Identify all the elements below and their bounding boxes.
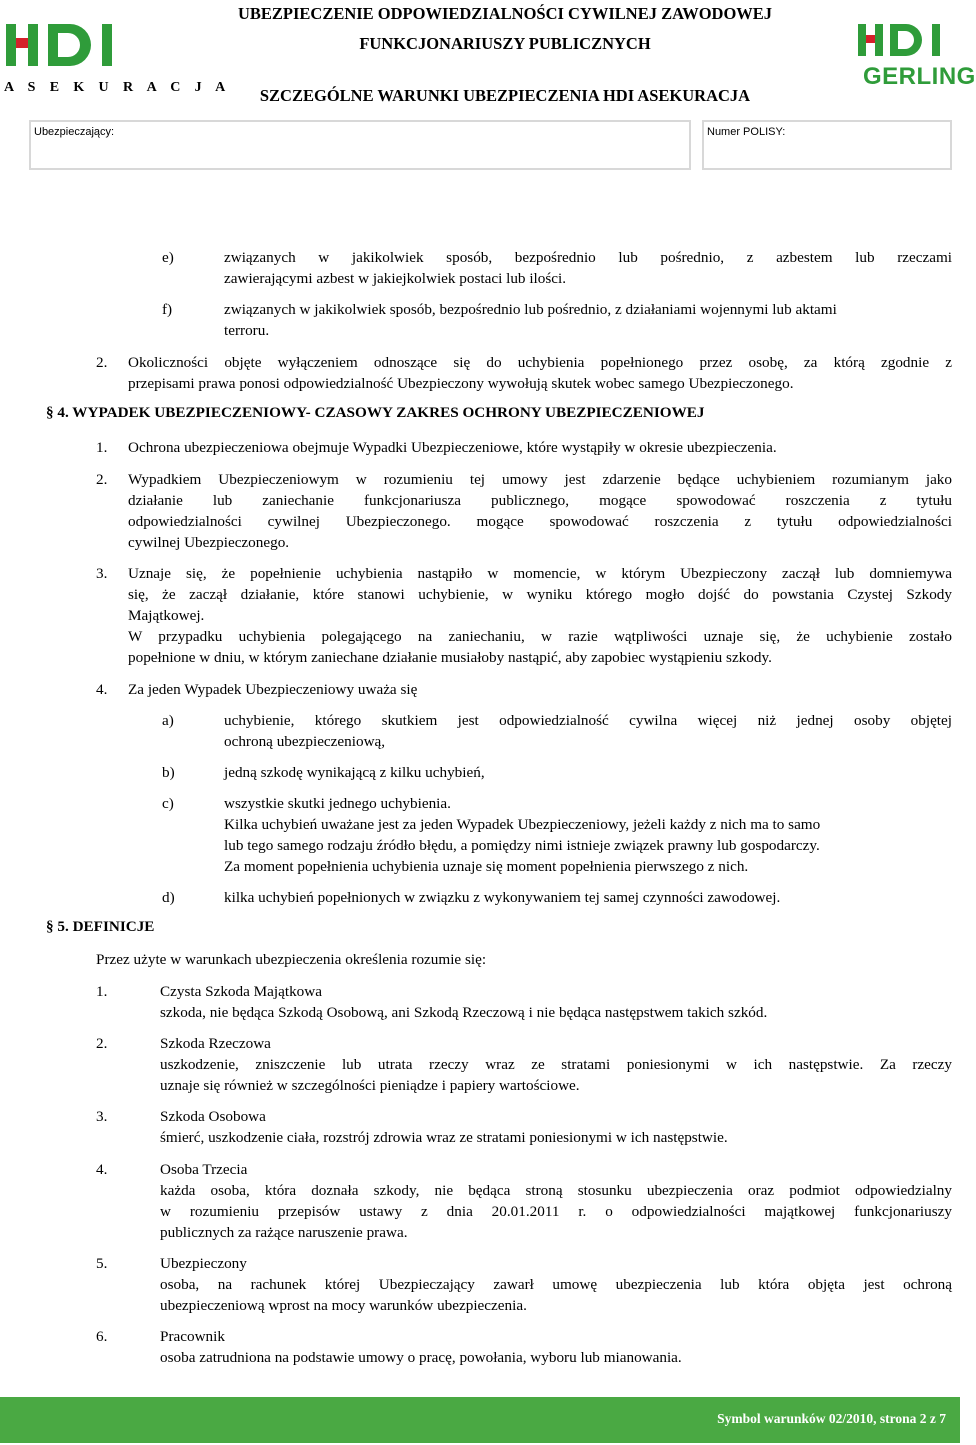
list-number: 3. <box>96 565 108 582</box>
list-number: 4. <box>96 1161 108 1178</box>
paragraph-line: uchybienie, którego skutkiem jest odpowiedzialność cywilna więcej niż jednej osoby objętej <box>224 712 952 729</box>
definition-text: szkoda, nie będąca Szkodą Osobową, ani Szkodą Rzeczową i nie będąca następstwem takich szkód. <box>160 1004 768 1021</box>
insurer-label: Ubezpieczający: <box>34 126 115 138</box>
document-title-line-2: FUNKCJONARIUSZY PUBLICZNYCH <box>359 34 651 53</box>
list-marker: c) <box>162 795 174 812</box>
definition-text: uszkodzenie, zniszczenie lub utrata rzeczy wraz ze stratami poniesionymi w ich następstwie. Za rzeczy <box>160 1056 952 1073</box>
paragraph-line: W przypadku uchybienia polegającego na zaniechaniu, w razie wątpliwości uznaje się, że uchybienie zostało <box>128 628 952 645</box>
paragraph-line: ochroną ubezpieczeniową, <box>224 733 386 750</box>
definition-text: w rozumieniu przepisów ustawy z dnia 20.01.2011 r. o odpowiedzialności majątkowej funkcjonariuszy <box>160 1203 952 1220</box>
list-number: 6. <box>96 1328 108 1345</box>
paragraph-line: Kilka uchybień uważane jest za jeden Wypadek Ubezpieczeniowy, jeżeli każdy z nich ma to samo <box>224 816 821 833</box>
paragraph-line: przepisami prawa ponosi odpowiedzialność Ubezpieczony wywołują skutek wobec samego Ubezpieczonego. <box>128 375 794 392</box>
definition-text: osoba zatrudniona na podstawie umowy o pracę, powołania, wyboru lub mianowania. <box>160 1349 682 1366</box>
paragraph-line: Wypadkiem Ubezpieczeniowym w rozumieniu tej umowy jest zdarzenie będące uchybieniem rozumianym jako <box>128 471 952 488</box>
policy-number-label: Numer POLISY: <box>707 126 786 138</box>
definition-term: Pracownik <box>160 1328 225 1345</box>
list-number: 4. <box>96 681 108 698</box>
definition-text: uznaje się również w szczególności pieniądze i papiery wartościowe. <box>160 1077 580 1094</box>
hdi-logo-right <box>858 20 954 60</box>
list-marker: b) <box>162 764 175 781</box>
document-subtitle: SZCZEGÓLNE WARUNKI UBEZPIECZENIA HDI ASEKURACJA <box>259 86 751 105</box>
paragraph-line: związanych w jakikolwiek sposób, bezpośrednio lub pośrednio, z azbestem lub rzeczami <box>224 249 952 266</box>
definition-term: Szkoda Rzeczowa <box>160 1035 271 1052</box>
definition-text: śmierć, uszkodzenie ciała, rozstrój zdrowia wraz ze stratami poniesionymi w ich następstwie. <box>160 1129 728 1146</box>
definition-text: każda osoba, która doznała szkody, nie będąca stroną stosunku ubezpieczenia oraz podmiot odpowiedzialny <box>160 1182 952 1199</box>
paragraph-line: odpowiedzialności cywilnej Ubezpieczonego. mogące spowodować roszczenia z tytułu odpowiedzialności <box>128 513 952 530</box>
definition-text: publicznych za rażące naruszenie prawa. <box>160 1224 408 1241</box>
paragraph-line: Majątkowej. <box>128 607 205 624</box>
list-marker: e) <box>162 249 174 266</box>
list-number: 3. <box>96 1108 108 1125</box>
paragraph-line: cywilnej Ubezpieczonego. <box>128 534 290 551</box>
paragraph-line: wszystkie skutki jednego uchybienia. <box>224 795 451 812</box>
definition-text: osoba, na rachunek której Ubezpieczający zawarł umowę ubezpieczenia lub która objęta jest ochroną <box>160 1276 952 1293</box>
list-number: 2. <box>96 1035 108 1052</box>
footer-page-info: Symbol warunków 02/2010, strona 2 z 7 <box>717 1411 946 1426</box>
paragraph-line: terroru. <box>224 322 270 339</box>
list-number: 1. <box>96 983 108 1000</box>
paragraph-line: Uznaje się, że popełnienie uchybienia nastąpiło w momencie, w którym Ubezpieczony zaczął lub domniemywa <box>128 565 952 582</box>
document-title-line-1: UBEZPIECZENIE ODPOWIEDZIALNOŚCI CYWILNEJ ZAWODOWEJ <box>237 4 773 23</box>
list-number: 2. <box>96 354 108 371</box>
paragraph-line: jedną szkodę wynikającą z kilku uchybień, <box>224 764 485 781</box>
paragraph-line: zawierającymi azbest w jakiejkolwiek postaci lub ilości. <box>224 270 567 287</box>
paragraph-line: Za jeden Wypadek Ubezpieczeniowy uważa się <box>128 681 418 698</box>
list-number: 1. <box>96 439 108 456</box>
paragraph-line: Przez użyte w warunkach ubezpieczenia określenia rozumie się: <box>96 951 487 968</box>
hdi-logo-left <box>6 20 166 70</box>
section-heading-5: § 5. DEFINICJE <box>46 918 155 935</box>
paragraph-line: Ochrona ubezpieczeniowa obejmuje Wypadki Ubezpieczeniowe, które wystąpiły w okresie ubezpieczenia. <box>128 439 777 456</box>
definition-term: Szkoda Osobowa <box>160 1108 266 1125</box>
insurer-field[interactable] <box>29 120 691 170</box>
paragraph-line: lub tego samego rodzaju źródło błędu, a pomiędzy nimi istnieje związek prawny lub gospodarczy. <box>224 837 820 854</box>
definition-term: Osoba Trzecia <box>160 1161 248 1178</box>
gerling-wordmark: GERLING <box>863 63 976 90</box>
paragraph-line: popełnione w dniu, w którym zaniechane działanie musiałoby nastąpić, aby zapobiec wystąpieniu szkody. <box>128 649 772 666</box>
list-marker: a) <box>162 712 174 729</box>
definition-term: Czysta Szkoda Majątkowa <box>160 983 322 1000</box>
paragraph-line: kilka uchybień popełnionych w związku z wykonywaniem tej samej czynności zawodowej. <box>224 889 781 906</box>
section-heading-4: § 4. WYPADEK UBEZPIECZENIOWY- CZASOWY ZAKRES OCHRONY UBEZPIECZENIOWEJ <box>46 404 705 421</box>
footer-bar <box>0 1397 960 1443</box>
paragraph-line: działanie lub zaniechanie funkcjonariusza publicznego, mogące spowodować roszczenia z tytułu <box>128 492 952 509</box>
paragraph-line: się, że zaczął działanie, które stanowi uchybienie, w wyniku którego mogło dojść do powstania Czystej Szkody <box>128 586 952 603</box>
list-number: 5. <box>96 1255 108 1272</box>
list-marker: f) <box>162 301 173 318</box>
definition-term: Ubezpieczony <box>160 1255 247 1272</box>
list-number: 2. <box>96 471 108 488</box>
paragraph-line: związanych w jakikolwiek sposób, bezpośrednio lub pośrednio, z działaniami wojennymi lub aktami <box>224 301 837 318</box>
paragraph-line: Okoliczności objęte wyłączeniem odnoszące się do uchybienia popełnionego przez osobę, za którą zgodnie z <box>128 354 952 371</box>
paragraph-line: Za moment popełnienia uchybienia uznaje się moment popełnienia pierwszego z nich. <box>224 858 749 875</box>
definition-text: ubezpieczeniową wprost na mocy warunków ubezpieczenia. <box>160 1297 527 1314</box>
list-marker: d) <box>162 889 175 906</box>
asekuracja-wordmark: A S E K U R A C J A <box>4 80 231 95</box>
